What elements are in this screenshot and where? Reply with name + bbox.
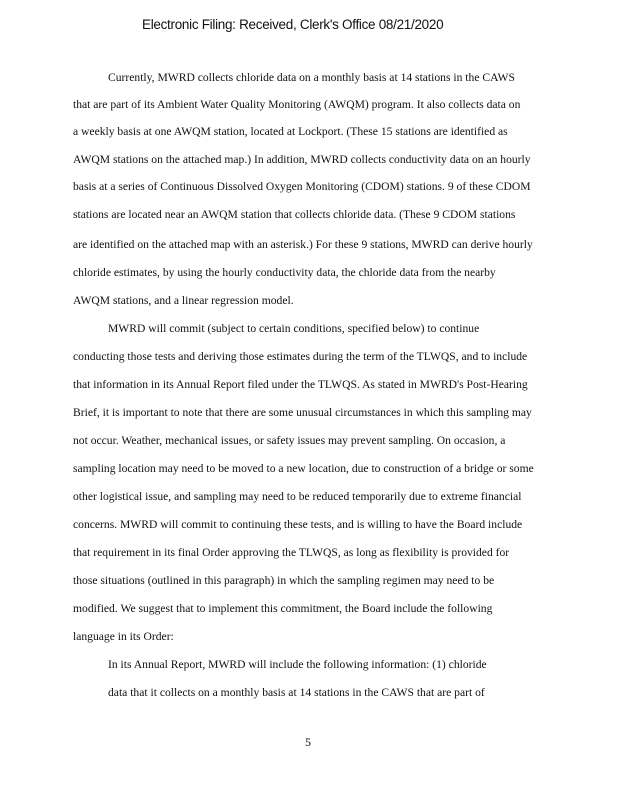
page-number: 5	[305, 735, 311, 749]
body-line: those situations (outlined in this paragraph) in which the sampling regimen may need to be	[73, 574, 495, 587]
body-line: a weekly basis at one AWQM station, located at Lockport. (These 15 stations are identified as	[73, 125, 508, 138]
quote-line: data that it collects on a monthly basis at 14 stations in the CAWS that are part of	[108, 686, 485, 699]
body-line: AWQM stations on the attached map.) In addition, MWRD collects conductivity data on an hourly	[73, 153, 531, 166]
body-line: Brief, it is important to note that there are some unusual circumstances in which this sampling may	[73, 406, 532, 419]
body-line: conducting those tests and deriving those estimates during the term of the TLWQS, and to include	[73, 350, 528, 363]
body-line: that information in its Annual Report filed under the TLWQS. As stated in MWRD's Post-Hearing	[73, 378, 528, 391]
body-line: that are part of its Ambient Water Quality Monitoring (AWQM) program. It also collects data on	[73, 98, 521, 111]
quote-line: In its Annual Report, MWRD will include the following information: (1) chloride	[108, 658, 487, 671]
body-line: MWRD will commit (subject to certain conditions, specified below) to continue	[108, 322, 480, 335]
body-line: not occur. Weather, mechanical issues, or safety issues may prevent sampling. On occasion, a	[73, 434, 506, 447]
body-line: AWQM stations, and a linear regression model.	[73, 294, 294, 307]
body-line: language in its Order:	[73, 630, 174, 643]
body-line: Currently, MWRD collects chloride data on a monthly basis at 14 stations in the CAWS	[108, 71, 515, 84]
body-line: basis at a series of Continuous Dissolved Oxygen Monitoring (CDOM) stations. 9 of these CDOM	[73, 180, 531, 193]
body-line: other logistical issue, and sampling may need to be reduced temporarily due to extreme financial	[73, 490, 522, 503]
body-line: concerns. MWRD will commit to continuing these tests, and is willing to have the Board include	[73, 518, 523, 531]
body-line: modified. We suggest that to implement this commitment, the Board include the following	[73, 602, 493, 615]
body-line: sampling location may need to be moved to a new location, due to construction of a bridge or some	[73, 462, 534, 475]
body-line: are identified on the attached map with an asterisk.) For these 9 stations, MWRD can derive hourly	[73, 238, 533, 251]
body-line: that requirement in its final Order approving the TLWQS, as long as flexibility is provided for	[73, 546, 510, 559]
body-line: chloride estimates, by using the hourly conductivity data, the chloride data from the nearby	[73, 266, 496, 279]
filing-stamp: Electronic Filing: Received, Clerk's Office 08/21/2020	[142, 17, 444, 32]
body-line: stations are located near an AWQM station that collects chloride data. (These 9 CDOM stations	[73, 208, 516, 221]
